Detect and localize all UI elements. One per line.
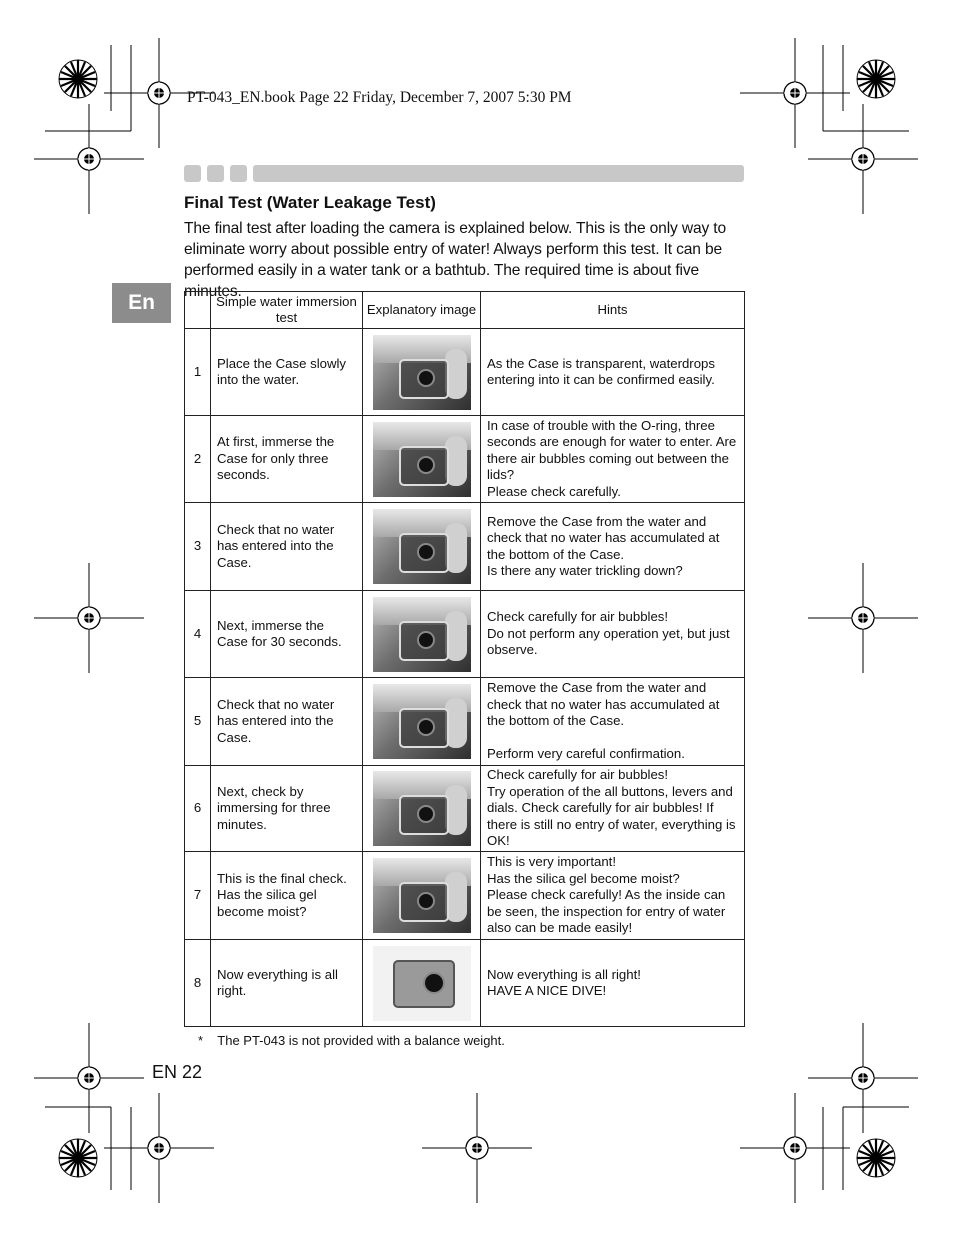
- case-in-water-photo: [373, 771, 471, 846]
- case-in-hands-photo: [373, 858, 471, 933]
- step-image: [363, 591, 481, 678]
- step-test: Next, check by immersing for three minutes.: [211, 766, 363, 852]
- step-image: [363, 416, 481, 503]
- leakage-test-table: [184, 291, 745, 1027]
- page-number: EN 22: [152, 1062, 203, 1082]
- step-hint: This is very important! Has the silica gel become moist? Please check carefully! As the inside can be seen, the inspection for entry of water also can be made easily!: [481, 852, 745, 940]
- language-tab: En: [112, 283, 171, 323]
- step-number: 7: [185, 852, 211, 940]
- table-row: [185, 329, 745, 416]
- table-row: [185, 503, 745, 591]
- header-num: [185, 292, 211, 329]
- step-test: Check that no water has entered into the Case.: [211, 503, 363, 591]
- step-number: 5: [185, 678, 211, 766]
- case-in-water-photo: [373, 335, 471, 410]
- step-test: Place the Case slowly into the water.: [211, 329, 363, 416]
- step-image: [363, 852, 481, 940]
- step-number: 1: [185, 329, 211, 416]
- header-hints: Hints: [481, 292, 745, 329]
- table-row: [185, 852, 745, 940]
- step-hint: Remove the Case from the water and check that no water has accumulated at the bottom of the Case. Is there any water trickling down?: [481, 503, 745, 591]
- step-image: [363, 329, 481, 416]
- step-number: 6: [185, 766, 211, 852]
- step-hint: As the Case is transparent, waterdrops entering into it can be confirmed easily.: [481, 329, 745, 416]
- header-image: Explanatory image: [363, 292, 481, 329]
- intro-paragraph: The final test after loading the camera is explained below. This is the only way to eliminate worry about possible entry of water! Always perform this test. It can be performed easily in a water tank or a bathtub. The required time is about five minutes.: [184, 220, 727, 300]
- step-hint: Remove the Case from the water and check that no water has accumulated at the bottom of the Case. Perform very careful confirmation.: [481, 678, 745, 766]
- section-bar-square: [184, 165, 201, 182]
- table-row: [185, 940, 745, 1027]
- step-number: 8: [185, 940, 211, 1027]
- table-header-row: [185, 292, 745, 329]
- step-test: Check that no water has entered into the Case.: [211, 678, 363, 766]
- table-row: [185, 766, 745, 852]
- step-image: [363, 678, 481, 766]
- book-header: PT-043_EN.book Page 22 Friday, December 7, 2007 5:30 PM: [187, 89, 572, 106]
- step-test: Now everything is all right.: [211, 940, 363, 1027]
- section-title: Final Test (Water Leakage Test): [184, 193, 436, 212]
- step-test: Next, immerse the Case for 30 seconds.: [211, 591, 363, 678]
- step-number: 3: [185, 503, 211, 591]
- step-hint: In case of trouble with the O-ring, three seconds are enough for water to enter. Are there air bubbles coming out between the lids? Please check carefully.: [481, 416, 745, 503]
- step-number: 4: [185, 591, 211, 678]
- step-hint: Check carefully for air bubbles! Do not perform any operation yet, but just observe.: [481, 591, 745, 678]
- header-test: Simple water immersion test: [211, 292, 363, 329]
- section-bar: [253, 165, 744, 182]
- step-image: [363, 766, 481, 852]
- table-row: [185, 591, 745, 678]
- step-image: [363, 940, 481, 1027]
- case-in-hands-photo: [373, 509, 471, 584]
- step-image: [363, 503, 481, 591]
- step-test: This is the final check. Has the silica gel become moist?: [211, 852, 363, 940]
- table-row: [185, 678, 745, 766]
- footnote: * The PT-043 is not provided with a balance weight.: [198, 1033, 505, 1048]
- case-in-water-photo: [373, 422, 471, 497]
- step-test: At first, immerse the Case for only three seconds.: [211, 416, 363, 503]
- step-hint: Now everything is all right! HAVE A NICE DIVE!: [481, 940, 745, 1027]
- section-bar-square: [207, 165, 224, 182]
- table-row: [185, 416, 745, 503]
- case-product-photo: [373, 946, 471, 1021]
- step-hint: Check carefully for air bubbles! Try operation of the all buttons, levers and dials. Check carefully for air bubbles! If there is still no entry of water, everything is OK!: [481, 766, 745, 852]
- section-bar-square: [230, 165, 247, 182]
- step-number: 2: [185, 416, 211, 503]
- case-in-water-photo: [373, 597, 471, 672]
- case-in-hands-photo: [373, 684, 471, 759]
